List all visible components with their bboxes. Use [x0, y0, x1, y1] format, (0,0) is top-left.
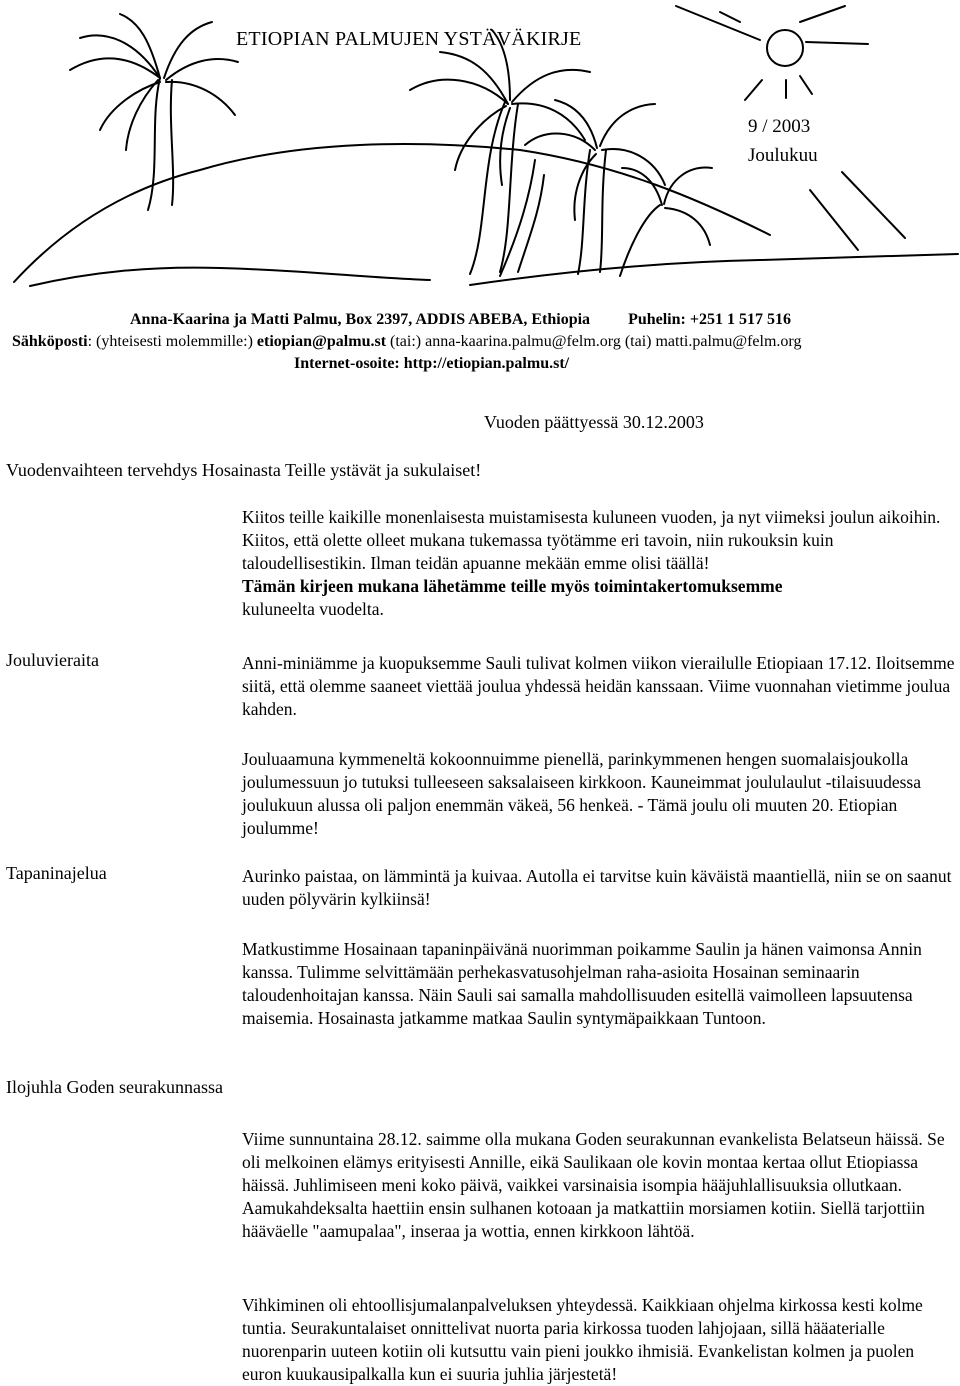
intro-text: Kiitos teille kaikille monenlaisesta muistamisesta kuluneen vuoden, ja nyt viimeksi joulun aikoihin. Kiitos, että olette olleet mukana tukemassa työtämme eri tavoin, niin rukouksin kuin taloudellisestikin. Ilman teidän apuanne mekään emme olisi täällä! [242, 507, 941, 573]
section-paragraph: Viime sunnuntaina 28.12. saimme olla mukana Goden seurakunnan evankelista Belatseun häissä. Se oli melkoinen elämys erityisesti Annille, eikä Saulikaan ole kovin montaa kertaa ollut Etiopiassa häissä. Juhlimiseen meni koko päivä, vaikkei varsinaisia isompia hääjuhlallisuuksia ollutkaan. Aamukahdeksalta haettiin ensin sulhanen kotoaan ja matkattiin morsiamen kotiin. Siellä tarjottiin hääväelle "aamupalaa", inseraa ja wottia, ennen kirkkoon lähtöä. [242, 1129, 945, 1241]
section-paragraph: Aurinko paistaa, on lämmintä ja kuivaa. Autolla ei tarvitse kuin käväistä maantiellä, niin se on saanut uuden pölyvärin kylkiinsä! [242, 866, 952, 909]
palm-trunk [148, 78, 160, 210]
section-paragraph: Jouluaamuna kymmeneltä kokoonnuimme pienellä, parinkymmenen hengen suomalaisjoukolla joulumessuun jo tutuksi tulleeseen saksalaiseen kirkkoon. Kauneimmat joululaulut -tilaisuudessa joulukuun alussa oli paljon enemmän väkeä, 56 henkeä. - Tämä joulu oli muuten 20. Etiopian joulumme! [242, 749, 921, 838]
letter-date: Vuoden päättyessä 30.12.2003 [484, 412, 704, 432]
newsletter-title: ETIOPIAN PALMUJEN YSTÄVÄKIRJE [236, 28, 582, 50]
issue-number: 9 / 2003 [748, 116, 811, 137]
section-paragraph: Anni-miniämme ja kuopuksemme Sauli tulivat kolmen viikon vierailulle Etiopiaan 17.12. Iloitsemme siitä, että olemme saaneet viettää joulua yhdessä heidän kanssaan. Viime vuonnahan vietimme joulua kahden. [242, 653, 955, 719]
intro-text-end: kuluneelta vuodelta. [242, 599, 384, 619]
hill-line [14, 144, 770, 282]
intro-bold-text: Tämän kirjeen mukana lähetämme teille myös toimintakertomuksemme [242, 576, 783, 596]
contact-address-line [130, 311, 791, 329]
horizon-line [470, 254, 958, 285]
email-alternatives: (tai:) anna-kaarina.palmu@felm.org (tai) matti.palmu@felm.org [386, 333, 802, 350]
section-heading-tapaninajelua: Tapaninajelua [6, 863, 107, 883]
issue-month: Joulukuu [748, 145, 818, 166]
section-paragraph: Vihkiminen oli ehtoollisjumalanpalveluksen yhteydessä. Kaikkiaan ohjelma kirkossa kesti kolme tuntia. Seurakuntalaiset onnittelivat nuorta paria kirkossa tuoden lahjojaan, sillä hääaterialle nuorenparin uuteen kotiin oli kutsuttu vain pieni joukko ihmisiä. Evankelistan kolmen ja puolen euron kuukausipalkalla kun ei suuria juhlia järjestetä! [242, 1295, 923, 1384]
section-heading-ilojuhla: Ilojuhla Goden seurakunnassa [6, 1077, 223, 1097]
email-shared: etiopian@palmu.st [256, 333, 387, 350]
contact-email-line [12, 333, 801, 351]
letter-greeting: Vuodenvaihteen tervehdys Hosainasta Teille ystävät ja sukulaiset! [6, 460, 482, 480]
postal-address: Anna-Kaarina ja Matti Palmu, Box 2397, ADDIS ABEBA, Ethiopia [130, 311, 591, 328]
intro-paragraph [242, 506, 956, 621]
website-line: Internet-osoite: http://etiopian.palmu.st/ [294, 355, 570, 372]
palm-trunk [470, 102, 505, 274]
section-heading-jouluvieraita: Jouluvieraita [6, 650, 99, 670]
email-label: Sähköposti [12, 333, 88, 350]
email-mid: : (yhteisesti molemmille:) [87, 333, 257, 350]
palm-trunk [171, 80, 173, 205]
phone-number: Puhelin: +251 1 517 516 [628, 311, 791, 328]
issue-info [748, 112, 818, 170]
hill-line-low [30, 268, 430, 286]
palm-trunk [518, 175, 544, 272]
sun-icon [767, 30, 803, 66]
section-paragraph: Matkustimme Hosainaan tapaninpäivänä nuorimman poikamme Saulin ja hänen vaimonsa Annin kanssa. Tulimme selvittämään perhekasvatusohjelman raha-asioita Hosainan seminaarin taloudenhoitajan kanssa. Näin Sauli sai samalla mahdollisuuden esitellä vaimolleen lapsuutensa maisemia. Hosainasta jatkamme matkaa Saulin syntymäpaikkaan Tuntoon. [242, 939, 922, 1028]
palm-trunk [500, 160, 535, 276]
